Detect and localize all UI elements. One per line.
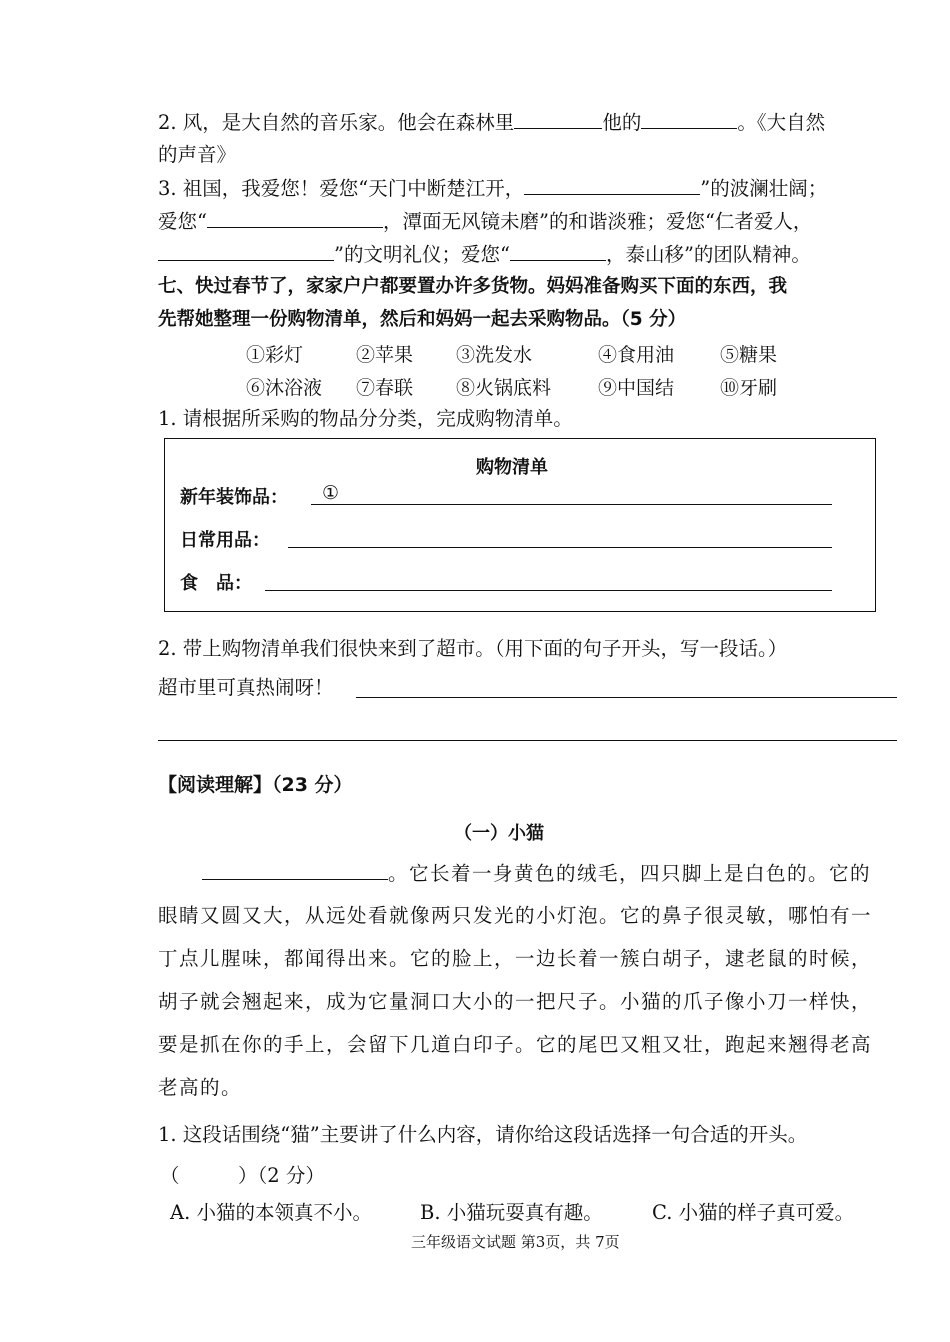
answer-line-1[interactable]: [356, 697, 897, 698]
passage-opening-blank[interactable]: [202, 857, 388, 880]
item-couplets: ⑦春联: [356, 377, 414, 399]
question-3-line1: [158, 172, 827, 205]
q3-text-f: ，泰山移”的团队精神。: [605, 243, 811, 266]
q2-text-a: 2. 风，是大自然的音乐家。他会在森林里: [158, 111, 515, 134]
question-3-line3: [158, 238, 811, 271]
question-2-line1: [158, 106, 825, 139]
q3-text-c: 爱您“: [158, 210, 207, 233]
question-2-line2: [158, 139, 236, 171]
q2-text-b: 他的: [602, 111, 642, 134]
blank-input[interactable]: [510, 238, 606, 261]
section7-title-line1: 七、快过春节了，家家户户都要置办许多货物。妈妈准备购买下面的东西，我: [158, 276, 788, 297]
category-food-line[interactable]: [265, 590, 832, 591]
reading-q1-bracket[interactable]: （ ）（2 分）: [160, 1164, 325, 1187]
q3-text-b: ”的波澜壮阔；: [700, 177, 828, 200]
reading-header: 【阅读理解】（23 分）: [158, 774, 353, 796]
category-daily-label: 日常用品：: [180, 530, 270, 551]
passage-line3: 丁点儿腥味，都闻得出来。它的脸上，一边长着一簇白胡子，逮老鼠的时候，: [158, 947, 873, 970]
blank-input[interactable]: [641, 106, 737, 129]
passage-title: （一）小猫: [454, 823, 544, 844]
category-daily-line[interactable]: [288, 547, 832, 548]
option-b[interactable]: B. 小猫玩耍真有趣。: [420, 1201, 603, 1224]
blank-input[interactable]: [514, 106, 602, 129]
q3-text-a: 3. 祖国，我爱您！爱您“天门中断楚江开，: [158, 177, 525, 200]
page-footer: 三年级语文试题 第3页，共 7页: [411, 1233, 620, 1251]
item-cooking-oil: ④食用油: [598, 344, 675, 366]
q2-text-d: 的声音》: [158, 143, 237, 166]
q2-text-c: 。《大自然: [737, 111, 826, 134]
item-toothbrush: ⑩牙刷: [720, 377, 778, 399]
category-decorations-answer: ①: [322, 482, 340, 504]
q3-text-e: ”的文明礼仪；爱您“: [334, 243, 510, 266]
category-decorations-label: 新年装饰品：: [180, 487, 288, 508]
section7-title-line2: 先帮她整理一份购物清单，然后和妈妈一起去采购物品。（5 分）: [158, 309, 687, 330]
passage-line6: 老高的。: [158, 1076, 243, 1099]
item-hotpot-base: ⑧火锅底料: [456, 377, 552, 399]
answer-line-2[interactable]: [158, 740, 897, 741]
blank-input[interactable]: [158, 238, 334, 261]
blank-input[interactable]: [524, 172, 700, 195]
item-chinese-knot: ⑨中国结: [598, 377, 675, 399]
question-3-line2: [158, 205, 812, 238]
q3-text-d: ，潭面无风镜未磨”的和谐淡雅；爱您“仁者爱人，: [382, 210, 813, 233]
option-a[interactable]: A. 小猫的本领真不小。: [170, 1201, 372, 1224]
item-body-wash: ⑥沐浴液: [246, 377, 323, 399]
blank-input[interactable]: [207, 205, 383, 228]
option-c[interactable]: C. 小猫的样子真可爱。: [652, 1201, 855, 1224]
item-apples: ②苹果: [356, 344, 414, 366]
item-lanterns: ①彩灯: [246, 344, 304, 366]
shopping-list-title: 购物清单: [476, 457, 548, 478]
passage-line1: [158, 857, 871, 890]
passage-line2: 眼睛又圆又大，从远处看就像两只发光的小灯泡。它的鼻子很灵敏，哪怕有一: [158, 904, 873, 927]
reading-q1: 1. 这段话围绕“猫”主要讲了什么内容，请你给这段话选择一句合适的开头。: [158, 1123, 808, 1146]
item-candy: ⑤糖果: [720, 344, 778, 366]
section7-q1: 1. 请根据所采购的物品分分类，完成购物清单。: [158, 407, 573, 430]
passage-line5: 要是抓在你的手上，会留下几道白印子。它的尾巴又粗又壮，跑起来翘得老高: [158, 1033, 873, 1056]
section7-q2-start: 超市里可真热闹呀！: [158, 676, 334, 699]
category-food-label: 食 品：: [180, 573, 252, 594]
category-decorations-line[interactable]: [311, 504, 832, 505]
item-shampoo: ③洗发水: [456, 344, 533, 366]
section7-q2: 2. 带上购物清单我们很快来到了超市。（用下面的句子开头，写一段话。）: [158, 637, 788, 660]
passage-line4: 胡子就会翘起来，成为它量洞口大小的一把尺子。小猫的爪子像小刀一样快，: [158, 990, 873, 1013]
passage-line1-text: 。它长着一身黄色的绒毛，四只脚上是白色的。它的: [388, 862, 872, 885]
